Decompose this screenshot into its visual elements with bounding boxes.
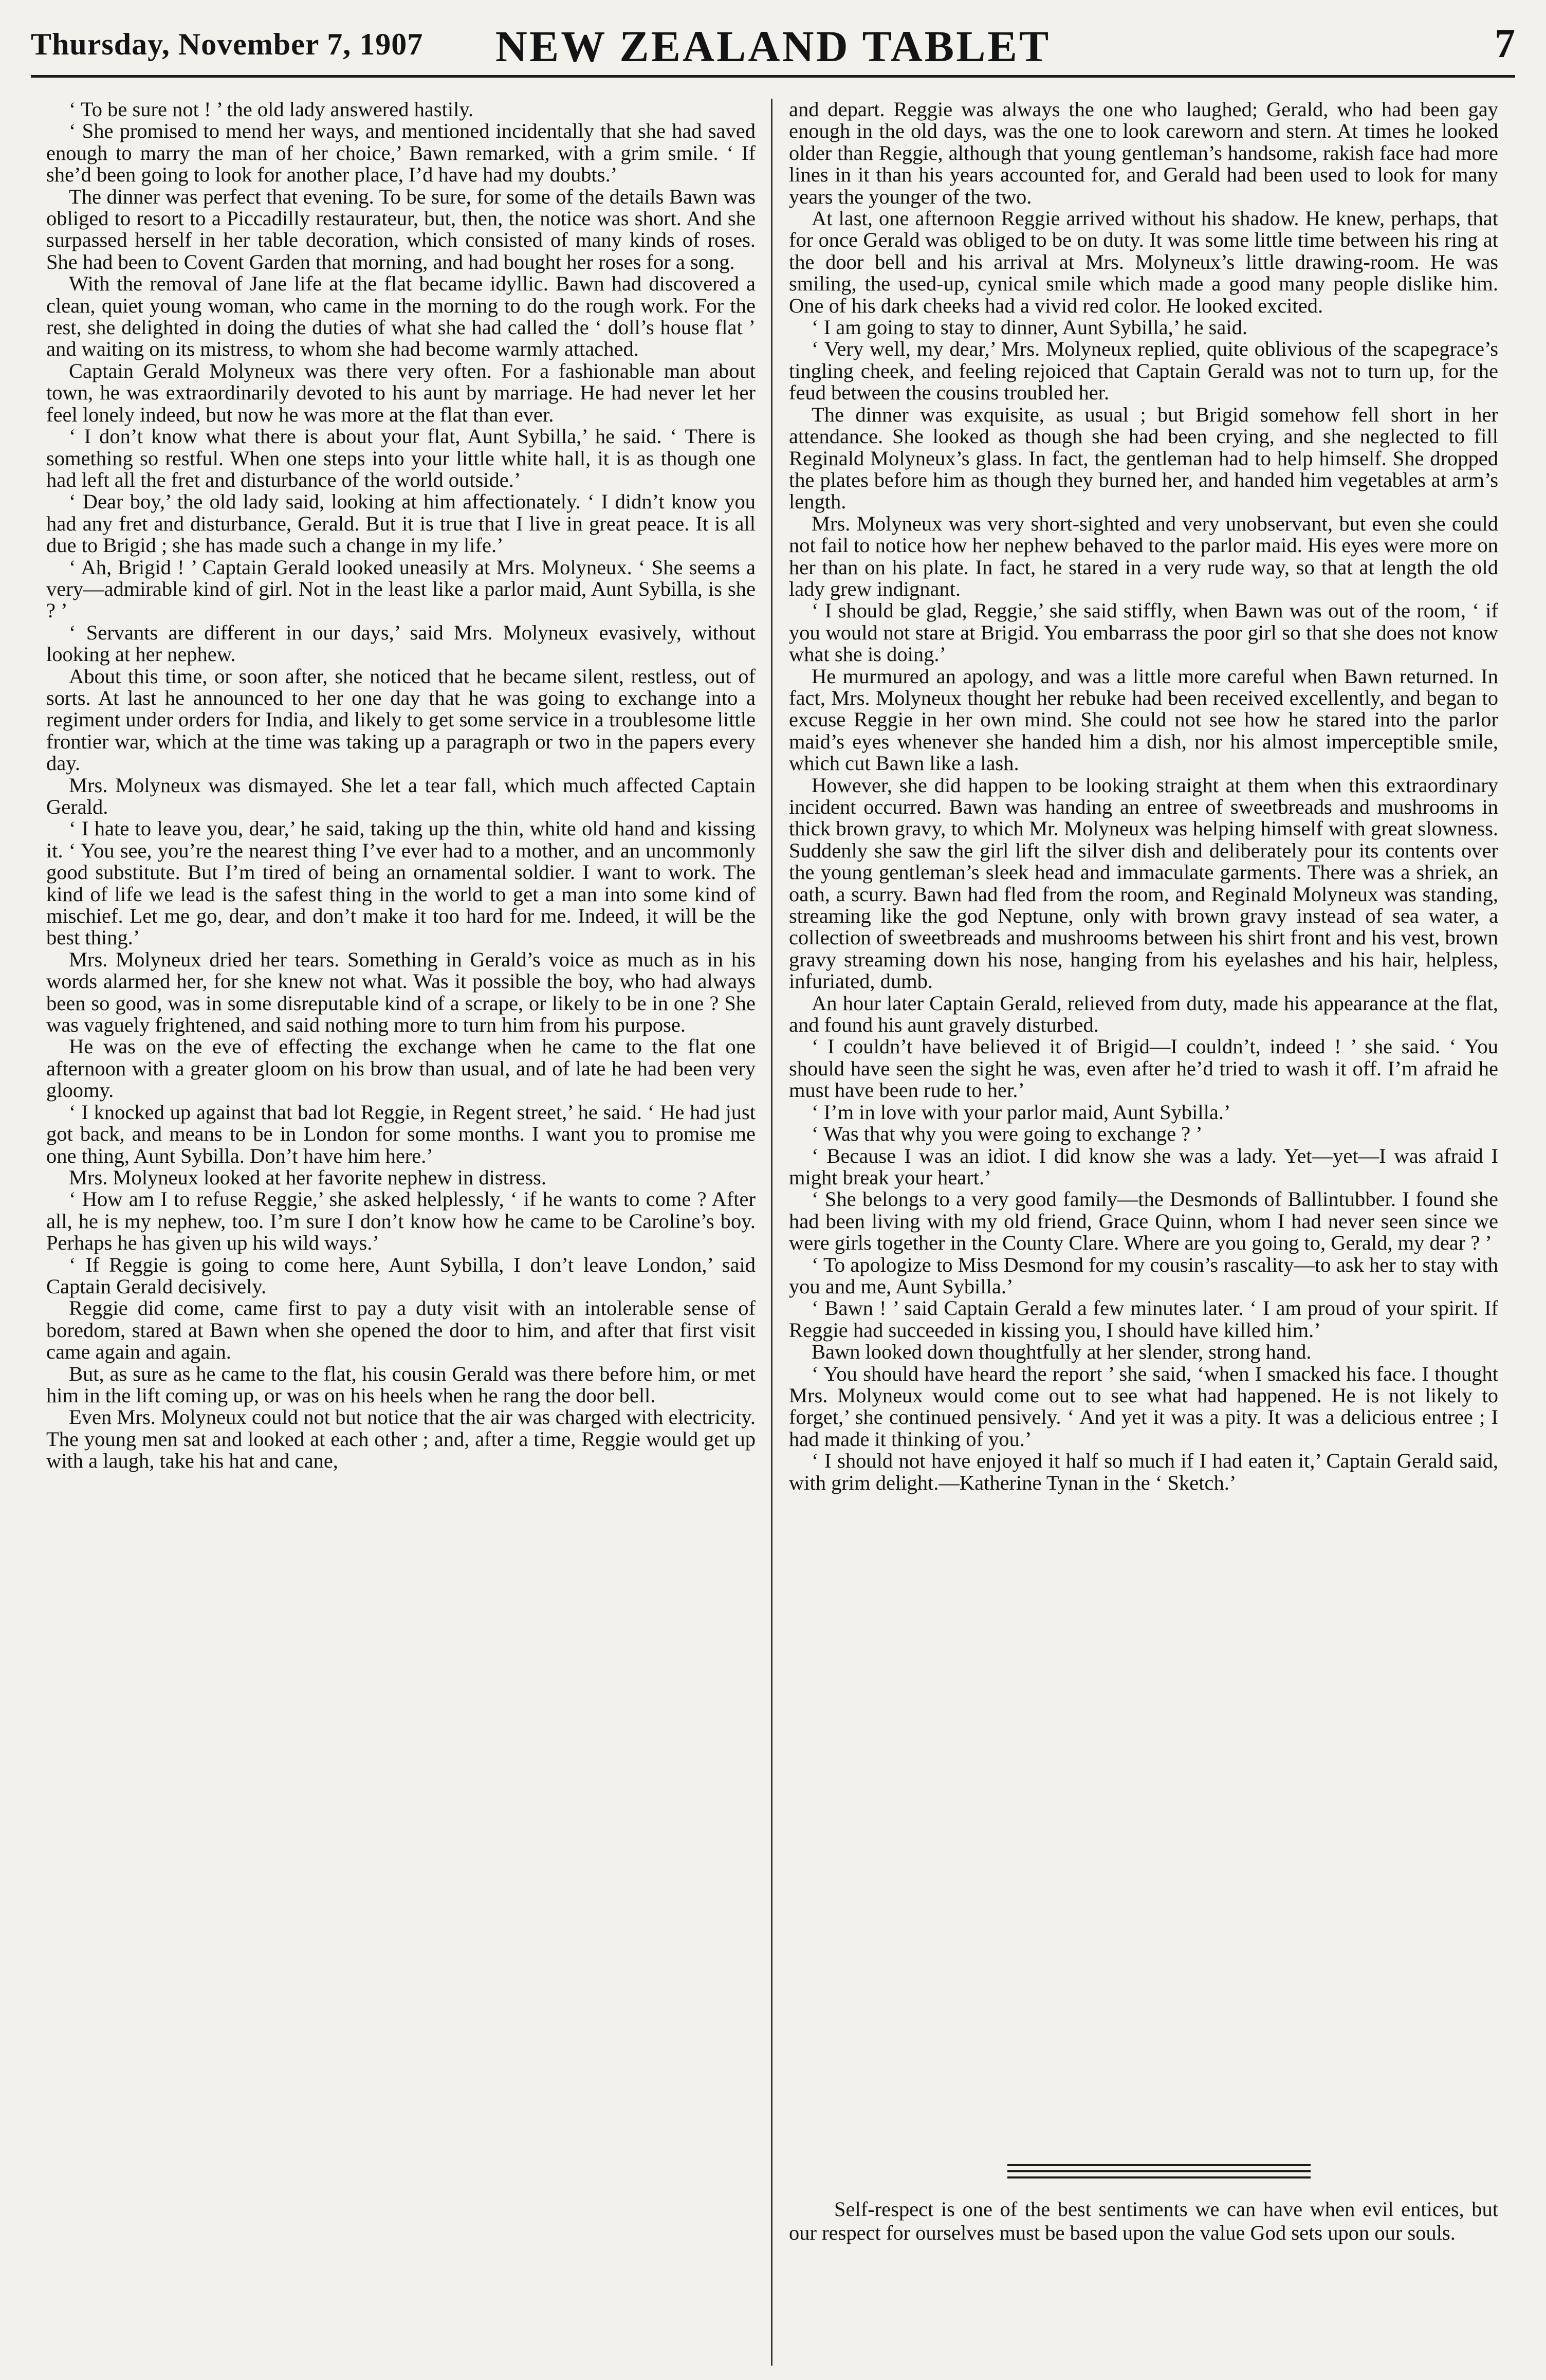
paragraph: The dinner was exquisite, as usual ; but Brigid somehow fell short in her attendance. She looked as though she had been crying, and she neglected to fill Reginald Molyneux’s glass. In fact, the gentleman had to help himself. She dropped the plates before him as though they burned her, and handed him vegetables at arm’s length. bbox=[789, 402, 1498, 514]
paragraph: He murmured an apology, and was a little more careful when Bawn returned. In fact, Mrs. Molyneux thought her rebuke had been received excellently, and began to excuse Reggie in her own mind. She could not see how he stared into the parlor maid’s eyes whenever she handed him a dish, nor his almost imperceptible smile, which cut Bawn like a lash. bbox=[789, 664, 1498, 775]
paragraph: ‘ Bawn ! ’ said Captain Gerald a few minutes later. ‘ I am proud of your spirit. If Reggie had succeeded in kissing you, I should have killed him.’ bbox=[789, 1296, 1498, 1342]
paragraph: ‘ I’m in love with your parlor maid, Aunt Sybilla.’ bbox=[812, 1100, 1231, 1124]
paragraph: Mrs. Molyneux was dismayed. She let a tear fall, which much affected Captain Gerald. bbox=[46, 773, 756, 818]
paragraph: An hour later Captain Gerald, relieved from duty, made his appearance at the flat, and found his aunt gravely disturbed. bbox=[789, 991, 1498, 1037]
paragraph: But, as sure as he came to the flat, his cousin Gerald was there before him, or met him in the lift coming up, or was on his heels when he rang the door bell. bbox=[46, 1362, 756, 1407]
paragraph: At last, one afternoon Reggie arrived without his shadow. He knew, perhaps, that for once Gerald was obliged to be on duty. It was some little time between his ring at the door bell and his arrival at Mrs. Molyneux’s little drawing-room. He was smiling, the used-up, cynical smile which made a good many people dislike him. One of his dark cheeks had a vivid red color. He looked excited. bbox=[789, 207, 1498, 317]
paragraph: Captain Gerald Molyneux was there very often. For a fashionable man about town, he was extraordinarily devoted to his aunt by marriage. He had never let her feel lonely indeed, but now he was more at the flat than ever. bbox=[46, 359, 756, 426]
paragraph: ‘ I should not have enjoyed it half so much if I had eaten it,’ Captain Gerald said, with grim delight.—Katherine Tynan in the ‘ Sketch.’ bbox=[789, 1449, 1498, 1494]
paragraph: ‘ How am I to refuse Reggie,’ she asked helplessly, ‘ if he wants to come ? After all, he is my nephew, too. I’m sure I don’t know how he came to be Caroline’s boy. Perhaps he has given up his wild ways.’ bbox=[46, 1187, 756, 1255]
paragraph: ‘ Because I was an idiot. I did know she was a lady. Yet—yet—I was afraid I might break your heart.’ bbox=[789, 1144, 1498, 1189]
paragraph: ‘ Ah, Brigid ! ’ Captain Gerald looked uneasily at Mrs. Molyneux. ‘ She seems a very—admirable kind of girl. Not in the least like a parlor maid, Aunt Sybilla, is she ? ’ bbox=[46, 555, 756, 623]
paragraph: Even Mrs. Molyneux could not but notice that the air was charged with electricity. The young men sat and looked at each other ; and, after a time, Reggie would get up with a laugh, take his hat and cane, bbox=[46, 1405, 756, 1473]
left-column bbox=[46, 99, 756, 2371]
paragraph: ‘ I don’t know what there is about your flat, Aunt Sybilla,’ he said. ‘ There is something so restful. When one steps into your little white hall, it is as though one had left all the fret and disturbance of the world outside.’ bbox=[46, 425, 756, 491]
paragraph: ‘ I hate to leave you, dear,’ he said, taking up the thin, white old hand and kissing it. ‘ You see, you’re the nearest thing I’ve ever had to a mother, and an uncommonly good substitute. But I’m tired of being an ornamental soldier. I want to work. The kind of life we lead is the safest thing in the world to get a man into some kind of mischief. Let me go, dear, and don’t make it too hard for me. Indeed, it will be the best thing.’ bbox=[46, 817, 756, 949]
paragraph: Mrs. Molyneux dried her tears. Something in Gerald’s voice as much as in his words alarmed her, for she knew not what. Was it possible the boy, who had always been so good, was in some disreputable kind of a scrape, or likely to be in one ? She was vaguely frightened, and said nothing more to turn him from his purpose. bbox=[46, 947, 756, 1037]
paragraph: ‘ Dear boy,’ the old lady said, looking at him affectionately. ‘ I didn’t know you had any fret and disturbance, Gerald. But it is true that I live in great peace. It is all due to Brigid ; she has made such a change in my life.’ bbox=[46, 490, 756, 557]
closing-note bbox=[789, 2198, 1498, 2245]
masthead-title: NEW ZEALAND TABLET bbox=[495, 22, 1051, 71]
page-header bbox=[31, 0, 1515, 77]
section-ornament-rule bbox=[1007, 2164, 1311, 2178]
header-rule bbox=[31, 75, 1515, 78]
paragraph: Bawn looked down thoughtfully at her slender, strong hand. bbox=[812, 1340, 1312, 1364]
paragraph: ‘ You should have heard the report ’ she said, ‘when I smacked his face. I thought Mrs. Molyneux would come out to see what had happened. He is not likely to forget,’ she continued pensively. ‘ And yet it was a pity. It was a delicious entree ; I had made it thinking of you.’ bbox=[789, 1362, 1498, 1451]
paragraph: ‘ I am going to stay to dinner, Aunt Sybilla,’ he said. bbox=[812, 316, 1248, 339]
paragraph: He was on the eve of effecting the exchange when he came to the flat one afternoon with a greater gloom on his brow than usual, and of late he had been very gloomy. bbox=[46, 1035, 756, 1102]
paragraph: However, she did happen to be looking straight at them when this extraordinary incident occurred. Bawn was handing an entree of sweetbreads and mushrooms in thick brown gravy, to which Mr. Molyneux was helping himself with great slowness. Suddenly she saw the girl lift the silver dish and deliberately pour its contents over the young gentleman’s sleek head and immaculate garments. There was a shriek, an oath, a scurry. Bawn had fled from the room, and Reginald Molyneux was standing, streaming like the god Neptune, only with brown gravy instead of sea water, a collection of sweetbreads and mushrooms between his shirt front and his vest, brown gravy streaming down his nose, hanging from his eyelashes and his hair, helpless, infuriated, dumb. bbox=[789, 773, 1498, 993]
page-number: 7 bbox=[1495, 21, 1515, 66]
paragraph: ‘ She belongs to a very good family—the Desmonds of Ballintubber. I found she had been living with my old friend, Grace Quinn, whom I had never seen since we were girls together in the County Clare. Where are you going to, Gerald, my dear ? ’ bbox=[789, 1187, 1498, 1255]
paragraph: ‘ She promised to mend her ways, and mentioned incidentally that she had saved enough to marry the man of her choice,’ Bawn remarked, with a grim smile. ‘ If she’d been going to look for another place, I’d have had my doubts.’ bbox=[46, 119, 756, 187]
paragraph: ‘ I should be glad, Reggie,’ she said stiffly, when Bawn was out of the room, ‘ if you would not stare at Brigid. You embarrass the poor girl so that she does not know what she is doing.’ bbox=[789, 599, 1498, 666]
paragraph: Mrs. Molyneux looked at her favorite nephew in distress. bbox=[69, 1165, 547, 1189]
paragraph: Reggie did come, came first to pay a duty visit with an intolerable sense of boredom, stared at Bawn when she opened the door to him, and after that first visit came again and again. bbox=[46, 1296, 756, 1364]
paragraph: and depart. Reggie was always the one who laughed; Gerald, who had been gay enough in the old days, was the one to look careworn and stern. At times he looked older than Reggie, although that young gentleman’s handsome, rakish face had more lines in it than his years accounted for, and Gerald had been used to look for many years the younger of the two. bbox=[789, 99, 1498, 208]
paragraph: With the removal of Jane life at the flat became idyllic. Bawn had discovered a clean, quiet young woman, who came in the morning to do the rough work. For the rest, she delighted in doing the duties of what she had called the ‘ doll’s house flat ’ and waiting on its mistress, to whom she had become warmly attached. bbox=[46, 272, 756, 361]
issue-date: Thursday, November 7, 1907 bbox=[31, 27, 424, 61]
paragraph: ‘ I couldn’t have believed it of Brigid—I couldn’t, indeed ! ’ she said. ‘ You should have seen the sight he was, even after he’d tried to wash it off. I’m afraid he must have been rude to her.’ bbox=[789, 1035, 1498, 1102]
paragraph: Mrs. Molyneux was very short-sighted and very unobservant, but even she could not fail to notice how her nephew behaved to the parlor maid. His eyes were more on her than on his plate. In fact, he stared in a very rude way, so that at length the old lady grew indignant. bbox=[789, 511, 1498, 600]
paragraph: ‘ To be sure not ! ’ the old lady answered hastily. bbox=[69, 99, 474, 121]
paragraph: ‘ Servants are different in our days,’ said Mrs. Molyneux evasively, without looking at her nephew. bbox=[46, 620, 756, 666]
paragraph: ‘ To apologize to Miss Desmond for my cousin’s rascality—to ask her to stay with you and me, Aunt Sybilla.’ bbox=[789, 1253, 1498, 1298]
paragraph: The dinner was perfect that evening. To be sure, for some of the details Bawn was obliged to resort to a Piccadilly restaurateur, but, then, the notice was short. And she surpassed herself in her table decoration, which consisted of many kinds of roses. She had been to Covent Garden that morning, and had bought her roses for a song. bbox=[46, 185, 756, 273]
right-column bbox=[789, 99, 1498, 2155]
paragraph: About this time, or soon after, she noticed that he became silent, restless, out of sorts. At last he announced to her one day that he was going to exchange into a regiment under orders for India, and likely to get some service in a troublesome little frontier war, which at the time was taking up a paragraph or two in the papers every day. bbox=[46, 664, 756, 775]
paragraph: ‘ Was that why you were going to exchange ? ’ bbox=[812, 1122, 1203, 1146]
closing-note-text: Self-respect is one of the best sentiments we can have when evil entices, but our respect for ourselves must be based upon the value God sets upon our souls. bbox=[789, 2198, 1498, 2244]
column-divider bbox=[771, 99, 772, 2366]
paragraph: ‘ If Reggie is going to come here, Aunt Sybilla, I don’t leave London,’ said Captain Gerald decisively. bbox=[46, 1253, 756, 1298]
paragraph: ‘ Very well, my dear,’ Mrs. Molyneux replied, quite oblivious of the scapegrace’s tingling cheek, and feeling rejoiced that Captain Gerald was not to turn up, for the feud between the cousins troubled her. bbox=[789, 337, 1498, 405]
paragraph: ‘ I knocked up against that bad lot Reggie, in Regent street,’ he said. ‘ He had just got back, and means to be in London for some months. I want you to promise me one thing, Aunt Sybilla. Don’t have him here.’ bbox=[46, 1100, 756, 1167]
